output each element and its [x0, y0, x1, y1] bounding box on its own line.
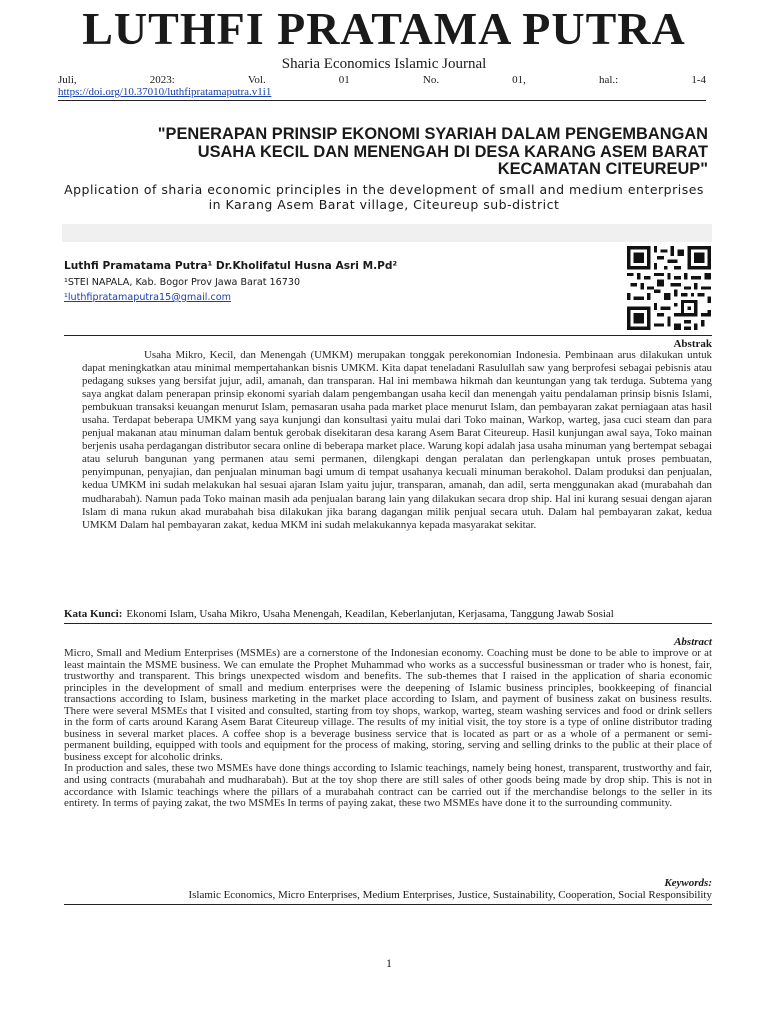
shaded-band: [62, 224, 712, 242]
issue-vol: 01: [338, 74, 350, 86]
issue-no-label: No.: [422, 74, 440, 86]
keywords-en-label: Keywords:: [664, 877, 712, 889]
article-title-en: Application of sharia economic principles in the development of small and medium enterprises in Karang Asem Barat village, Citeureup sub-district: [64, 182, 704, 212]
issue-month: Juli,: [58, 74, 77, 86]
keywords-id-text: Ekonomi Islam, Usaha Mikro, Usaha Menengah, Keadilan, Keberlanjutan, Kerjasama, Tanggung Jawab Sosial: [126, 608, 614, 620]
author-divider: [64, 335, 712, 336]
issue-pages-label: hal.:: [598, 74, 619, 86]
header-divider: [58, 100, 706, 101]
issue-no: 01,: [512, 74, 526, 86]
abstract-id-body: [82, 349, 712, 532]
author-list: Luthfi Pramatama Putra¹ Dr.Kholifatul Husna Asri M.Pd²: [64, 260, 398, 272]
keywords-en-text: Islamic Economics, Micro Enterprises, Medium Enterprises, Justice, Sustainability, Cooperation, Social Responsibility: [188, 889, 712, 901]
qr-code-icon: [627, 246, 711, 330]
abstract-en-body: [64, 648, 712, 810]
keywords-id: [64, 608, 714, 621]
abstract-divider: [64, 623, 712, 624]
page-number: 1: [386, 956, 392, 970]
issue-year: 2023:: [149, 74, 175, 86]
doi-link[interactable]: https://doi.org/10.37010/luthfipratamaputra.v1i1: [58, 86, 272, 98]
abstract-en-paragraph-1: Micro, Small and Medium Enterprises (MSMEs) are a cornerstone of the Indonesian economy. Coaching must be done to be able to improve or at least maintain the MSME business. We can emulate the Prophet Muhammad who works as a successful businessman or trader who is honest, fair, trustworthy and transparent. This brings unexpected wisdom and benefits. The sub-themes that I raised in the application of sharia economic principles in the development of small and medium enterprises were the deepening of Islamic business principles, bookkeeping of financial transactions according to Islam, business marketing in the market place according to Islam, and payment of business zakat on business results. There were several MSMEs that I visited and consulted, starting from toy shops, warkop, warteg, steam washing services and food or drink sellers in the form of carts around Karang Asem Barat Citeureup village. The results of my initial visit, the toy store is a type of online distributor trading business in several market places. A coffee shop is a beverage business service that is located as part or as a whole of a permanent or semi-permanent building, equipped with tools and equipment for the process of making, storing, serving and selling drinks to the public at their place of business except for alcoholic drinks.: [64, 647, 712, 763]
article-title: "PENERAPAN PRINSIP EKONOMI SYARIAH DALAM PENGEMBANGAN USAHA KECIL DAN MENENGAH DI DESA KARANG ASEM BARAT KECAMATAN CITEUREUP": [157, 125, 708, 178]
author-email-link[interactable]: ¹luthfipratamaputra15@gmail.com: [64, 292, 231, 303]
author-affiliation: ¹STEI NAPALA, Kab. Bogor Prov Jawa Barat 16730: [64, 277, 301, 288]
issue-vol-label: Vol.: [247, 74, 266, 86]
journal-subtitle: Sharia Economics Islamic Journal: [281, 56, 487, 72]
keywords-id-label: Kata Kunci:: [64, 608, 123, 620]
issue-pages: 1-4: [691, 74, 706, 86]
abstract-en-heading: Abstract: [674, 636, 712, 648]
journal-masthead: LUTHFI PRATAMA PUTRA: [82, 3, 686, 54]
abstract-en-paragraph-2: In production and sales, these two MSMEs have done things according to Islamic teachings, namely being honest, transparent, trustworthy and fair, and using contracts (murabahah and mudharabah). But at the toy shop there are still sales of other goods being made by drop ship. This is not in accordance with Islamic teachings where the pillars of a murabahah contract can be carried out if the merchandise belongs to the seller in its entirety. In terms of paying zakat, the two MSMEs In terms of paying zakat, these two MSMEs have done it to the surrounding community.: [64, 762, 712, 810]
abstract-id-paragraph: Usaha Mikro, Kecil, dan Menengah (UMKM) merupakan tonggak perekonomian Indonesia. Pembinaan arus dilakukan untuk dapat meningkatkan atau minimal mempertahankan bisnis UMKM. Kita dapat teneladani Rasulullah saw yang berprofesi sebagai pebisnis atau pedagang sukses yang bersifat jujur, adil, amanah, dan transparan. Hal ini membawa hikmah dan keuntungan yang tak terduga. Subtema yang saya angkat dalam penerapan prinsip ekonomi syariah dalam pengembangan usaha kecil dan menengah yaitu pendalaman prinsip bisnis Islami, pembukuan transaksi keuangan menurut Islam, pemasaran usaha pada market place menurut Islam, dan pembayaran zakat perniagaan atas hasil usaha. Terdapat beberapa UMKM yang saya kunjungi dan konsultasi yaitu mulai dari Toko mainan, Warkop, warteg, jasa cuci steam dan para penjual makanan atau minuman dalam bentuk gerobak disekitaran desa karang Asem Barat Citeureup. Hasil kunjungan awal saya, Toko mainan berjenis usaha perdagangan distributor secara online di beberapa market place. Warung kopi adalah jasa usaha minuman yang bertempat sebagai atau seluruh bangunan yang permanen atau semi permanen, dilengkapi dengan peralatan dan perlengkapan untuk proses pembuatan, penyimpunan, penyajian, dan penjualan minuman bagi umum di tempat usahanya kecuali minuman berakohol. Dalam produksi dan penjualan, kedua UMKM ini sudah melakukan hal sesuai ajaran Islam yaitu jujur, transparan, amanah, dan adil, serta menggunakan akad (murabahah dan mudharabah). Namun pada Toko mainan masih ada penjualan barang lain yang dilakukan secara drop ship. Hal ini kurang sesuai dengan ajaran Islam di mana rukun akad murabahah bisa dilakukan jika barang dagangan milik penjual secara utuh. Dalam hal pembayaran zakat, kedua UMKM Dalam hal pembayaran zakat, kedua MKM ini sudah melakukannya kepada masyarakat sekitar.: [82, 349, 712, 531]
abstract-id-heading: Abstrak: [673, 338, 712, 350]
keywords-divider: [64, 904, 712, 905]
